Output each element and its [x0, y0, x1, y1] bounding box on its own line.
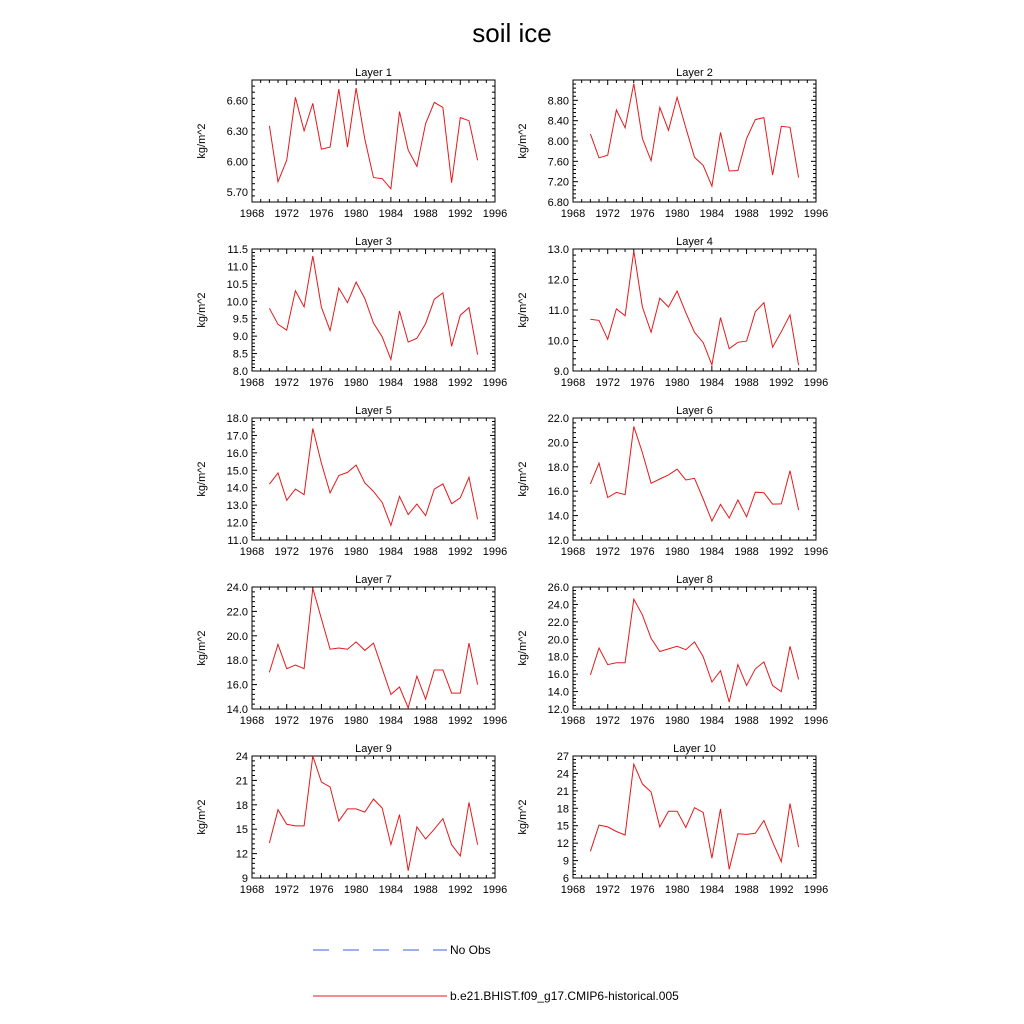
x-tick-label: 1992 [769, 884, 794, 896]
x-tick-label: 1980 [343, 377, 369, 389]
y-axis-label: kg/m^2 [517, 799, 529, 835]
x-tick-label: 1972 [595, 715, 620, 727]
panel-title: Layer 9 [355, 743, 392, 755]
x-tick-label: 1996 [482, 884, 508, 896]
y-axis-label: kg/m^2 [517, 123, 529, 159]
figure-title: soil ice [472, 18, 552, 48]
x-tick-label: 1984 [378, 208, 404, 220]
x-tick-label: 1980 [343, 884, 369, 896]
y-tick-label: 10.0 [226, 296, 248, 309]
x-tick-label: 1972 [595, 208, 620, 220]
y-tick-label: 16.0 [547, 486, 569, 499]
plot-frame [252, 80, 495, 202]
y-axis-label: kg/m^2 [517, 461, 529, 497]
y-tick-label: 13.0 [226, 500, 248, 513]
x-tick-label: 1976 [309, 208, 334, 220]
x-tick-label: 1984 [699, 884, 725, 896]
x-tick-label: 1996 [803, 715, 829, 727]
y-tick-label: 12.0 [547, 704, 569, 716]
y-tick-label: 18 [556, 803, 569, 816]
y-tick-label: 8.5 [232, 348, 248, 361]
panel-title: Layer 2 [676, 67, 713, 79]
x-tick-label: 1980 [343, 546, 369, 558]
y-tick-label: 27 [556, 751, 569, 763]
series-line [269, 756, 477, 871]
panel-8 [517, 574, 828, 727]
x-tick-label: 1984 [699, 715, 725, 727]
y-tick-label: 9 [241, 873, 248, 885]
y-tick-label: 15.0 [226, 465, 248, 478]
x-tick-label: 1992 [769, 377, 794, 389]
x-tick-label: 1988 [413, 377, 438, 389]
series-line [269, 256, 477, 360]
y-tick-label: 12.0 [547, 535, 569, 547]
y-tick-label: 21 [235, 775, 248, 788]
x-tick-label: 1992 [448, 715, 473, 727]
y-tick-label: 6.00 [226, 156, 248, 169]
y-tick-label: 20.0 [547, 634, 569, 647]
x-tick-label: 1980 [664, 715, 690, 727]
y-tick-label: 20.0 [226, 630, 248, 643]
x-tick-label: 1968 [560, 884, 586, 896]
panel-3 [196, 236, 507, 389]
y-tick-label: 6.30 [226, 125, 248, 138]
y-tick-label: 14.0 [226, 704, 248, 716]
series-line [269, 88, 477, 189]
plot-frame [252, 756, 495, 878]
x-tick-label: 1976 [630, 208, 655, 220]
y-tick-label: 18.0 [226, 413, 248, 425]
y-tick-label: 11.5 [227, 244, 248, 256]
y-tick-label: 10.5 [226, 278, 248, 291]
y-tick-label: 18.0 [547, 651, 569, 664]
y-axis-label: kg/m^2 [196, 799, 208, 835]
x-tick-label: 1992 [769, 715, 794, 727]
series-line [269, 429, 477, 526]
x-tick-label: 1996 [482, 377, 508, 389]
series-line [590, 764, 798, 869]
x-tick-label: 1980 [664, 377, 690, 389]
x-tick-label: 1968 [560, 546, 586, 558]
y-tick-label: 24.0 [226, 582, 248, 594]
x-tick-label: 1976 [630, 884, 655, 896]
x-tick-label: 1988 [413, 208, 438, 220]
x-tick-label: 1992 [448, 377, 473, 389]
y-tick-label: 11.0 [227, 535, 248, 547]
x-tick-label: 1984 [699, 546, 725, 558]
y-tick-label: 12 [556, 838, 569, 851]
y-tick-label: 16.0 [226, 447, 248, 460]
y-tick-label: 14.0 [547, 686, 569, 699]
y-tick-label: 22.0 [226, 606, 248, 619]
x-tick-label: 1988 [413, 884, 438, 896]
series-line [590, 251, 798, 365]
x-tick-label: 1972 [595, 884, 620, 896]
y-tick-label: 26.0 [547, 582, 569, 594]
y-tick-label: 22.0 [547, 413, 569, 425]
x-tick-label: 1968 [239, 208, 265, 220]
y-tick-label: 8.40 [547, 115, 569, 128]
panel-title: Layer 7 [355, 574, 392, 586]
series-line [590, 599, 798, 702]
x-tick-label: 1996 [482, 715, 508, 727]
x-tick-label: 1996 [803, 377, 829, 389]
plot-frame [573, 756, 816, 878]
x-tick-label: 1996 [482, 546, 508, 558]
y-tick-label: 24 [556, 768, 569, 781]
y-tick-label: 14.0 [547, 510, 569, 523]
panel-title: Layer 1 [355, 67, 392, 79]
x-tick-label: 1976 [630, 377, 655, 389]
x-tick-label: 1984 [378, 884, 404, 896]
y-tick-label: 9.0 [232, 331, 248, 344]
x-tick-label: 1968 [239, 377, 265, 389]
x-tick-label: 1988 [413, 715, 438, 727]
y-tick-label: 7.60 [547, 156, 569, 169]
panel-title: Layer 4 [676, 236, 713, 248]
x-tick-label: 1968 [560, 208, 586, 220]
y-axis-label: kg/m^2 [517, 292, 529, 328]
x-tick-label: 1976 [630, 715, 655, 727]
panel-title: Layer 8 [676, 574, 713, 586]
x-tick-label: 1976 [309, 715, 334, 727]
x-tick-label: 1988 [734, 208, 759, 220]
x-tick-label: 1976 [309, 377, 334, 389]
x-tick-label: 1972 [274, 208, 299, 220]
y-tick-label: 24 [235, 751, 248, 763]
y-tick-label: 11.0 [548, 305, 569, 317]
x-tick-label: 1972 [274, 377, 299, 389]
x-tick-label: 1972 [274, 884, 299, 896]
x-tick-label: 1992 [448, 884, 473, 896]
plot-frame [252, 587, 495, 709]
y-tick-label: 12.0 [547, 274, 569, 287]
y-tick-label: 15 [556, 820, 569, 833]
y-tick-label: 13.0 [547, 244, 569, 256]
x-tick-label: 1984 [378, 377, 404, 389]
x-tick-label: 1980 [664, 546, 690, 558]
x-tick-label: 1976 [630, 546, 655, 558]
panel-6 [517, 405, 828, 558]
x-tick-label: 1992 [448, 208, 473, 220]
y-tick-label: 5.70 [226, 186, 248, 199]
y-axis-label: kg/m^2 [196, 630, 208, 666]
y-tick-label: 8.80 [547, 95, 569, 108]
x-tick-label: 1996 [482, 208, 508, 220]
y-tick-label: 6 [562, 873, 569, 885]
y-tick-label: 21 [556, 785, 569, 798]
x-tick-label: 1980 [343, 715, 369, 727]
panel-10 [517, 743, 828, 896]
panels-group [196, 67, 828, 896]
legend-label-model: b.e21.BHIST.f09_g17.CMIP6-historical.005 [450, 989, 679, 1003]
x-tick-label: 1988 [734, 546, 759, 558]
x-tick-label: 1996 [803, 208, 829, 220]
x-tick-label: 1984 [378, 546, 404, 558]
y-tick-label: 16.0 [226, 679, 248, 692]
y-tick-label: 18 [235, 799, 248, 812]
y-axis-label: kg/m^2 [196, 461, 208, 497]
series-line [590, 84, 798, 187]
panel-5 [196, 405, 507, 558]
legend [313, 943, 679, 1003]
y-tick-label: 18.0 [547, 461, 569, 474]
y-tick-label: 11.0 [227, 261, 248, 274]
panel-title: Layer 3 [355, 236, 392, 248]
plot-frame [252, 249, 495, 371]
x-tick-label: 1972 [595, 377, 620, 389]
y-axis-label: kg/m^2 [196, 292, 208, 328]
y-tick-label: 7.20 [547, 176, 569, 189]
y-tick-label: 20.0 [547, 437, 569, 450]
y-tick-label: 8.0 [232, 366, 248, 378]
y-tick-label: 12 [235, 848, 248, 861]
x-tick-label: 1980 [664, 884, 690, 896]
x-tick-label: 1984 [699, 377, 725, 389]
plot-frame [252, 418, 495, 540]
x-tick-label: 1988 [734, 377, 759, 389]
panel-title: Layer 5 [355, 405, 392, 417]
legend-label-no-obs: No Obs [450, 943, 491, 957]
y-tick-label: 24.0 [547, 599, 569, 612]
x-tick-label: 1996 [803, 546, 829, 558]
x-tick-label: 1988 [734, 884, 759, 896]
x-tick-label: 1996 [803, 884, 829, 896]
panel-9 [196, 743, 507, 896]
x-tick-label: 1992 [769, 546, 794, 558]
y-tick-label: 14.0 [226, 482, 248, 495]
y-tick-label: 18.0 [226, 655, 248, 668]
x-tick-label: 1992 [769, 208, 794, 220]
plot-frame [573, 249, 816, 371]
plot-frame [573, 80, 816, 202]
series-line [269, 588, 477, 708]
y-tick-label: 22.0 [547, 616, 569, 629]
y-tick-label: 17.0 [226, 430, 248, 443]
x-tick-label: 1968 [239, 884, 265, 896]
x-tick-label: 1976 [309, 546, 334, 558]
x-tick-label: 1988 [413, 546, 438, 558]
y-tick-label: 9 [562, 855, 569, 868]
panel-2 [517, 67, 828, 220]
x-tick-label: 1968 [560, 715, 586, 727]
y-tick-label: 12.0 [226, 517, 248, 530]
y-tick-label: 16.0 [547, 669, 569, 682]
panel-7 [196, 574, 507, 727]
x-tick-label: 1976 [309, 884, 334, 896]
x-tick-label: 1980 [343, 208, 369, 220]
x-tick-label: 1984 [699, 208, 725, 220]
x-tick-label: 1972 [274, 546, 299, 558]
x-tick-label: 1972 [274, 715, 299, 727]
x-tick-label: 1988 [734, 715, 759, 727]
x-tick-label: 1980 [664, 208, 690, 220]
panel-1 [196, 67, 507, 220]
y-tick-label: 6.60 [226, 95, 248, 108]
panel-4 [517, 236, 828, 389]
x-tick-label: 1972 [595, 546, 620, 558]
y-axis-label: kg/m^2 [196, 123, 208, 159]
x-tick-label: 1984 [378, 715, 404, 727]
y-tick-label: 9.0 [553, 366, 569, 378]
panel-title: Layer 10 [673, 743, 716, 755]
y-tick-label: 9.5 [232, 313, 248, 326]
y-tick-label: 8.00 [547, 136, 569, 148]
y-axis-label: kg/m^2 [517, 630, 529, 666]
x-tick-label: 1992 [448, 546, 473, 558]
series-line [590, 427, 798, 522]
y-tick-label: 6.80 [547, 197, 569, 209]
x-tick-label: 1968 [239, 546, 265, 558]
y-tick-label: 10.0 [547, 335, 569, 348]
x-tick-label: 1968 [239, 715, 265, 727]
panel-title: Layer 6 [676, 405, 713, 417]
y-tick-label: 15 [235, 824, 248, 837]
x-tick-label: 1968 [560, 377, 586, 389]
